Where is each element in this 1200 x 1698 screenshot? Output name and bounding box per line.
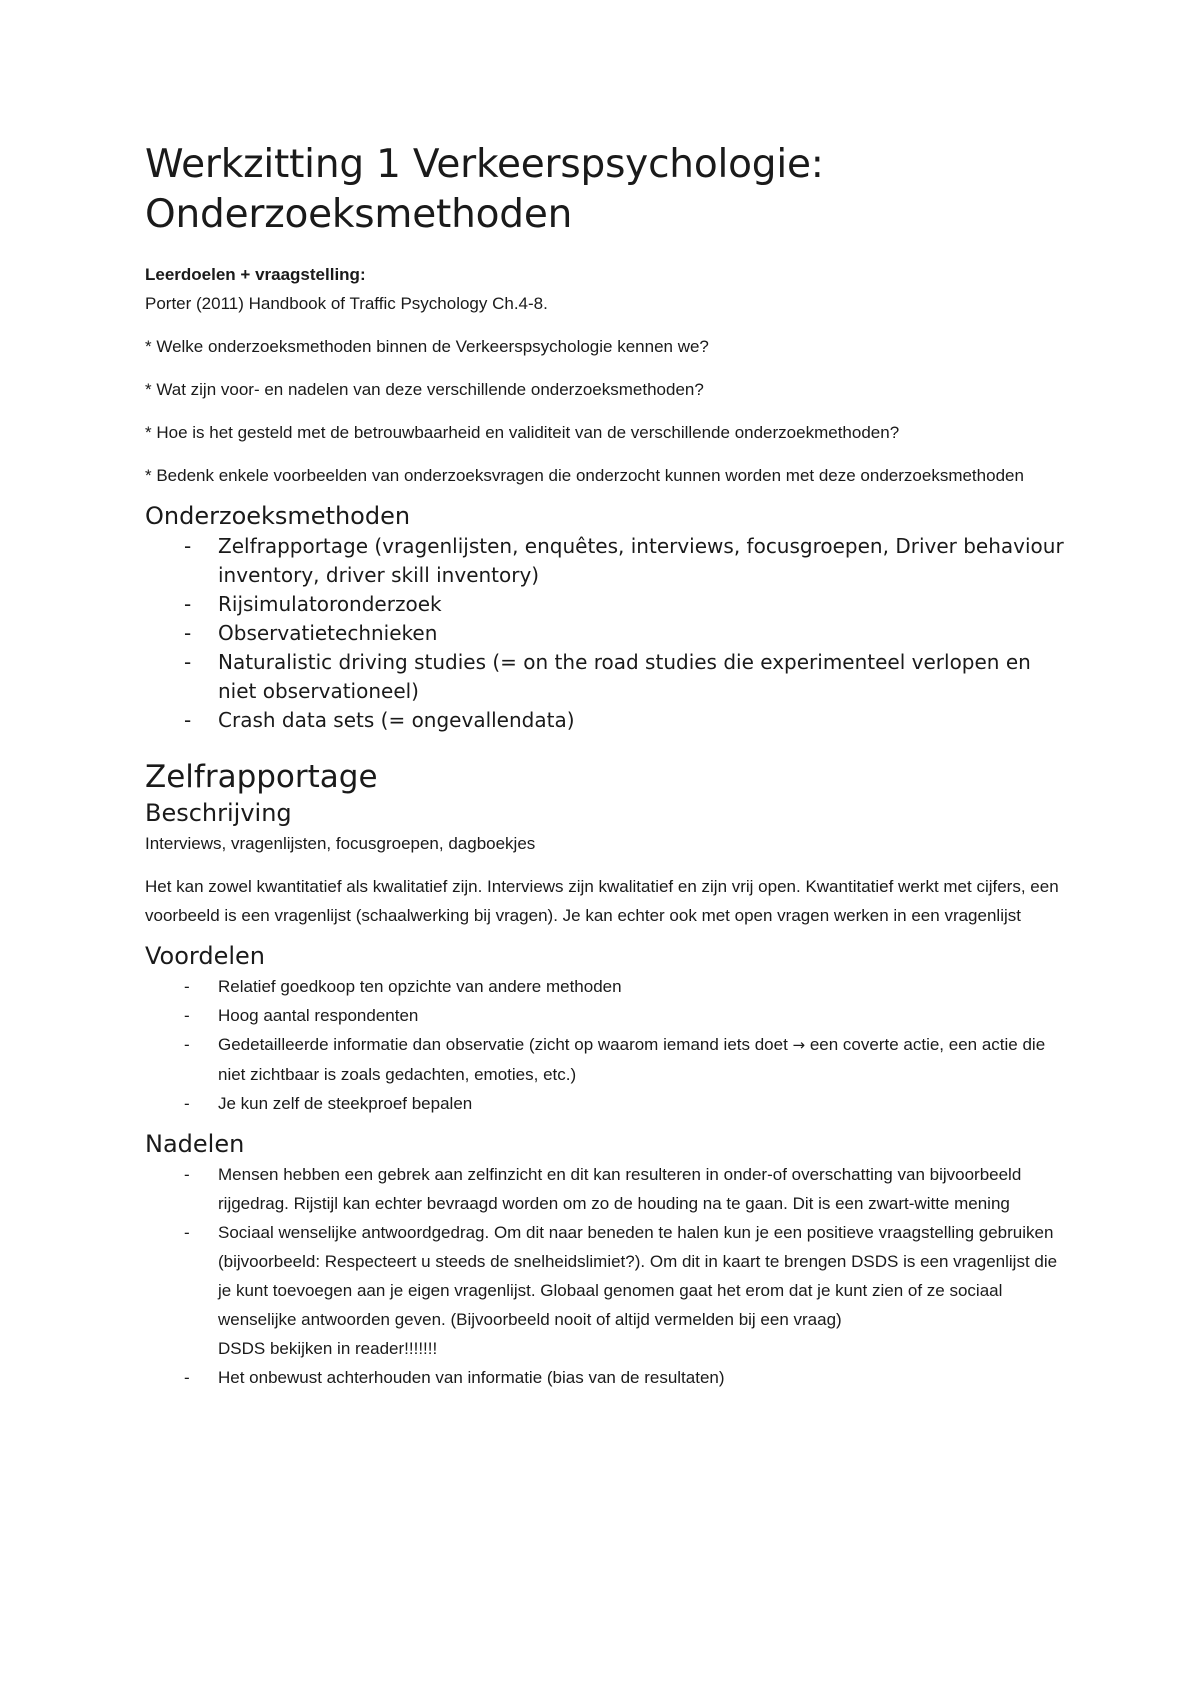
list-item-text: Je kun zelf de steekproef bepalen [218, 1094, 473, 1113]
list-item [145, 1089, 1075, 1118]
beschrijving-line: Interviews, vragenlijsten, focusgroepen, dagboekjes [145, 834, 536, 853]
list-item-text: Sociaal wenselijke antwoordgedrag. Om dit naar beneden te halen kun je een positieve vraagstelling gebruiken (bijvoorbeeld: Respecteert u steeds de snelheidslimiet?). Om dit in kaart te brengen DSDS is een vragenlijst die je kunt toevoegen aan je eigen vragenlijst. Globaal genomen gaat het erom dat je kunt zien of ze sociaal wenselijke antwoorden geven. (Bijvoorbeeld nooit of altijd vermelden bij een vraag) [218, 1223, 1058, 1329]
dash-bullet: - [184, 977, 190, 996]
list-item-text: Gedetailleerde informatie dan observatie (zicht op waarom iemand iets doet [218, 1035, 793, 1054]
list-item [145, 972, 1075, 1001]
list-item-text: Observatietechnieken [218, 621, 438, 645]
dash-bullet: - [184, 621, 192, 645]
methods-list [145, 532, 1075, 735]
beschrijving-paragraph: Het kan zowel kwantitatief als kwalitatief zijn. Interviews zijn kwalitatief en zijn vrij open. Kwantitatief werkt met cijfers, een voorbeeld is een vragenlijst (schaalwerking bij vragen). Je kan echter ook met open vragen werken in een vragenlijst [145, 877, 1059, 925]
list-item-text: Hoog aantal respondenten [218, 1006, 419, 1025]
list-item [145, 706, 1075, 735]
list-item-text: Relatief goedkoop ten opzichte van andere methoden [218, 977, 622, 996]
dash-bullet: - [184, 592, 192, 616]
document-page [145, 140, 1075, 1392]
list-item-text: Het onbewust achterhouden van informatie (bias van de resultaten) [218, 1368, 725, 1387]
list-item-text: Naturalistic driving studies (= on the road studies die experimenteel verlopen en niet observationeel) [218, 650, 1031, 703]
zelfrapportage-heading: Zelfrapportage [145, 759, 378, 795]
reference-line: Porter (2011) Handbook of Traffic Psychology Ch.4-8. [145, 294, 548, 313]
list-item-text: Crash data sets (= ongevallendata) [218, 708, 575, 732]
question-3: * Hoe is het gesteld met de betrouwbaarheid en validiteit van de verschillende onderzoekmethoden? [145, 423, 900, 442]
learning-goals-label: Leerdoelen + vraagstelling: [145, 265, 366, 284]
dash-bullet: - [184, 1006, 190, 1025]
list-item-note: DSDS bekijken in reader!!!!!!! [218, 1339, 438, 1358]
list-item [145, 1218, 1075, 1363]
list-item [145, 1363, 1075, 1392]
list-item [145, 648, 1075, 706]
dash-bullet: - [184, 650, 192, 674]
list-item [145, 590, 1075, 619]
methods-heading: Onderzoeksmethoden [145, 502, 411, 530]
dash-bullet: - [184, 1035, 190, 1054]
list-item [145, 1030, 1075, 1089]
dash-bullet: - [184, 1223, 190, 1242]
nadelen-list [145, 1160, 1075, 1392]
question-1: * Welke onderzoeksmethoden binnen de Verkeerspsychologie kennen we? [145, 337, 709, 356]
dash-bullet: - [184, 534, 192, 558]
list-item-text: Zelfrapportage (vragenlijsten, enquêtes, interviews, focusgroepen, Driver behaviour inventory, driver skill inventory) [218, 534, 1064, 587]
dash-bullet: - [184, 1094, 190, 1113]
nadelen-heading: Nadelen [145, 1130, 245, 1158]
dash-bullet: - [184, 1368, 190, 1387]
document-title: Werkzitting 1 Verkeerspsychologie: Onderzoeksmethoden [145, 142, 824, 237]
list-item [145, 532, 1075, 590]
list-item [145, 1001, 1075, 1030]
dash-bullet: - [184, 1165, 190, 1184]
arrow-right-icon: → [792, 1036, 806, 1054]
voordelen-list [145, 972, 1075, 1118]
voordelen-heading: Voordelen [145, 942, 266, 970]
list-item [145, 619, 1075, 648]
dash-bullet: - [184, 708, 192, 732]
list-item [145, 1160, 1075, 1218]
list-item-text: een coverte actie, een actie die niet zichtbaar is zoals gedachten, emoties, etc.) [218, 1035, 1046, 1084]
list-item-text: Rijsimulatoronderzoek [218, 592, 442, 616]
list-item-text: Mensen hebben een gebrek aan zelfinzicht en dit kan resulteren in onder-of overschatting van bijvoorbeeld rijgedrag. Rijstijl kan echter bevraagd worden om zo de houding na te gaan. Dit is een zwart-witte mening [218, 1165, 1022, 1213]
beschrijving-heading: Beschrijving [145, 799, 292, 827]
question-4: * Bedenk enkele voorbeelden van onderzoeksvragen die onderzocht kunnen worden met deze onderzoeksmethoden [145, 466, 1024, 485]
question-2: * Wat zijn voor- en nadelen van deze verschillende onderzoeksmethoden? [145, 380, 704, 399]
